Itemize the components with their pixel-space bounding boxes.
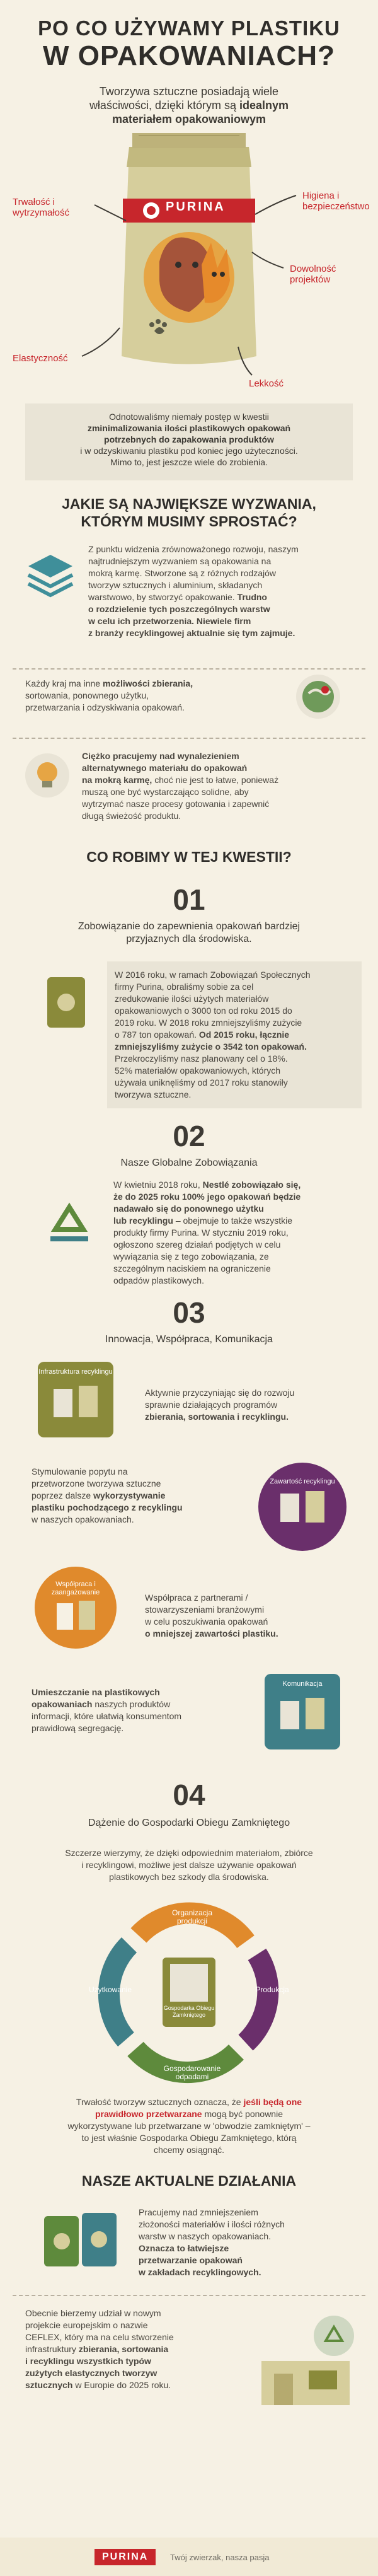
step-1-text: [107, 961, 362, 1108]
step-line: naszych produktów: [94, 1699, 171, 1709]
challenge-line: najtrudniejszym wyzwaniem są opakowania na: [88, 556, 272, 566]
what-we-do-title: CO ROBIMY W TEJ KWESTII?: [86, 849, 292, 865]
footer-brand-logo: PURINA: [94, 2549, 156, 2565]
step-bold: zmniejszyliśmy zużycie o 3542 ton opakowań.: [115, 1041, 307, 1052]
action-line: złożoności materiałów i ilości różnych: [139, 2219, 285, 2229]
challenge-line: przetwarzania i odzyskiwania opakowań.: [25, 702, 185, 712]
step-bold: Umieszczanie na plastikowych: [32, 1687, 160, 1697]
challenge-1-text: [88, 543, 359, 639]
challenge-line: tworzyw sztucznych i aluminium, składanych: [88, 580, 263, 590]
card-recycled-content: [258, 1463, 346, 1551]
action-2-text: [25, 2307, 233, 2391]
step-2-title: Nasze Globalne Zobowiązania: [120, 1157, 258, 1168]
action-line: Pracujemy nad zmniejszeniem: [139, 2207, 258, 2217]
step-line: zredukowanie ilości użytych materiałów: [115, 994, 269, 1004]
lightbulb-icon: [25, 753, 69, 798]
step-line: – obejmuje to także wszystkie: [175, 1215, 293, 1226]
step-line: informacji, które ułatwią konsumentom: [32, 1711, 182, 1721]
action-bold: i recyklingu wszystkich typów: [25, 2356, 151, 2366]
action-bold: sztucznych: [25, 2380, 73, 2390]
footer-tagline: Twój zwierzak, nasza pasja: [170, 2553, 270, 2562]
action-line: infrastruktury: [25, 2344, 76, 2354]
action-line: w Europie do 2025 roku.: [75, 2380, 171, 2390]
challenge-line: wytrzymać nasze procesy gotowania i zapewnić: [82, 799, 270, 809]
challenge-bold: z branży recyklingowej aktualnie się tym zajmuje.: [88, 628, 295, 638]
coop-text: [145, 1592, 353, 1640]
recycling-plant-icon: [249, 2311, 362, 2411]
challenge-bold: w celu ich przetworzenia. Niewiele firm: [88, 616, 251, 626]
infra-text: [145, 1387, 353, 1423]
label-safety: Higiena i bezpieczeństwo: [302, 190, 370, 212]
card-label: Zawartość recyklingu: [270, 1478, 335, 1485]
progress-line: i w odzyskiwaniu plastiku pod koniec jego użyteczności.: [80, 446, 298, 456]
step-line: firmy Purina, obraliśmy sobie za cel: [115, 982, 254, 992]
challenge-line: sortowania, ponownego użytku,: [25, 690, 149, 700]
center-card-label: Gospodarka Obiegu Zamkniętego: [163, 2005, 215, 2018]
step-line: opakowaniowych o 3000 ton od roku 2015 do: [115, 1006, 292, 1016]
step-line: sprawnie działających programów: [145, 1400, 278, 1410]
intro-line: materiałem opakowaniowym: [112, 113, 266, 125]
action-bold: zużytych elastycznych tworzyw: [25, 2368, 158, 2378]
step-line: W 2016 roku, w ramach Zobowiązań Społecznych: [115, 970, 311, 980]
step-line: tworzywa sztuczne.: [115, 1089, 192, 1099]
challenges-title: [0, 495, 378, 530]
step-4-intro: [25, 1847, 353, 1883]
step-bold: opakowaniach: [32, 1699, 93, 1709]
action-bold: Oznacza to łatwiejsze: [139, 2243, 229, 2253]
card-label: Współpraca i zaangażowanie: [51, 1581, 100, 1596]
step-line: i recyklingowi, możliwe jest dalsze używanie opakowań: [81, 1860, 297, 1870]
comm-text: [32, 1686, 239, 1734]
step-line: przetworzone tworzywa sztuczne: [32, 1478, 161, 1488]
card-cooperation: [35, 1567, 117, 1649]
action-bold: w zakładach recyklingowych.: [139, 2267, 261, 2277]
intro-line: właściwości, dzięki którym są: [89, 99, 236, 112]
step-line: o 787 ton opakowań.: [115, 1030, 197, 1040]
cycle-label-right: Produkcja: [255, 1985, 289, 1994]
step-line: odpadów plastikowych.: [113, 1275, 204, 1285]
step-bold: prawidłowo przetwarzane: [94, 2109, 202, 2119]
step-bold: jeśli będą one: [243, 2097, 302, 2107]
progress-bold: zminimalizowania ilości plastikowych opakowań: [87, 423, 291, 433]
step-4-title: Dążenie do Gospodarki Obiegu Zamkniętego: [88, 1818, 290, 1828]
step-line: w naszych opakowaniach.: [32, 1514, 134, 1524]
step-bold: o mniejszej zawartości plastiku.: [145, 1628, 278, 1639]
step-line: Szczerze wierzymy, że dzięki odpowiednim materiałom, zbiórce: [65, 1848, 313, 1858]
action-line: Obecnie bierzemy udział w nowym: [25, 2308, 161, 2318]
step-title-line: Zobowiązanie do zapewnienia opakowań bardziej: [77, 921, 301, 932]
step-bold: że do 2025 roku 100% jego opakowań będzie: [113, 1192, 301, 1202]
step-line: Współpraca z partnerami /: [145, 1593, 248, 1603]
step-2-number: 02: [173, 1120, 205, 1152]
step-line: chcemy osiągnąć.: [153, 2145, 225, 2155]
step-bold: nadawało się do ponownego użytku: [113, 1204, 264, 1214]
challenge-3-text: [82, 750, 359, 822]
step-1-number: 01: [173, 883, 205, 916]
challenges-title-line: JAKIE SĄ NAJWIĘKSZE WYZWANIA,: [62, 496, 316, 512]
step-bold: plastiku pochodzącego z recyklingu: [32, 1502, 183, 1512]
step-title-line: przyjaznych dla środowiska.: [126, 934, 252, 944]
challenge-bold: Trudno: [237, 592, 267, 602]
title-line-2: W OPAKOWANIACH?: [43, 40, 335, 71]
challenge-bold: możliwości: [102, 678, 150, 688]
step-bold: Nestlé zobowiązało się,: [202, 1180, 301, 1190]
intro-bold: idealnym: [239, 99, 289, 112]
page-title: [0, 16, 378, 72]
challenge-bold: zbierania,: [152, 678, 193, 688]
step-3-number: 03: [173, 1296, 205, 1329]
step-line: prawidłową segregację.: [32, 1723, 124, 1733]
step-4-number: 04: [173, 1778, 205, 1811]
label-arrows: [0, 158, 378, 397]
step-line: poprzez dalsze: [32, 1490, 91, 1500]
action-line: warstw w naszych opakowaniach.: [139, 2231, 272, 2241]
packaging-icon: [38, 971, 94, 1034]
label-durability: Trwałość i wytrzymałość: [13, 197, 70, 218]
actions-title: NASZE AKTUALNE DZIAŁANIA: [81, 2173, 297, 2189]
step-line: Przekroczyliśmy nasz planowany cel o 18%.: [115, 1053, 288, 1064]
action-bold: zbierania, sortowania: [78, 2344, 169, 2354]
card-label: Komunikacja: [282, 1680, 323, 1688]
challenge-bold: alternatywnego materiału do opakowań: [82, 763, 248, 773]
label-lightness: Lekkość: [249, 378, 284, 389]
challenge-2-text: [25, 678, 265, 714]
step-line: Aktywnie przyczyniając się do rozwoju: [145, 1388, 295, 1398]
step-line: to jest właśnie Gospodarka Obiegu Zamkniętego, którą: [81, 2133, 297, 2143]
action-line: projekcie europejskim o nazwie: [25, 2320, 148, 2330]
card-communication: [265, 1674, 340, 1749]
step-4-closing: [19, 2096, 359, 2156]
step-line: szczególnym naciskiem na ograniczenie: [113, 1263, 271, 1273]
packages-icon: [38, 2207, 126, 2276]
step-line: Trwałość tworzyw sztucznych oznacza, że: [76, 2097, 241, 2107]
step-line: Stymulowanie popytu na: [32, 1466, 128, 1477]
step-line: 52% materiałów opakowaniowych, których: [115, 1065, 281, 1076]
challenge-bold: na mokrą karmę,: [82, 775, 152, 785]
challenge-line: długą świeżość produktu.: [82, 811, 181, 821]
step-bold: Od 2015 roku, łącznie: [198, 1030, 290, 1040]
layers-icon: [25, 548, 76, 605]
challenge-line: Z punktu widzenia zrównoważonego rozwoju, naszym: [88, 544, 299, 554]
step-line: używała uniknęliśmy od 2017 roku stanowiły: [115, 1077, 288, 1088]
challenge-line: mokrą karmę. Stworzone są z różnych rodzajów: [88, 568, 276, 578]
step-bold: lub recyklingu: [113, 1215, 173, 1226]
step-line: plastikowych bez szkody dla środowiska.: [109, 1872, 269, 1882]
footer: [0, 2538, 378, 2576]
circular-economy-diagram: [88, 1898, 290, 2087]
intro-text: [38, 84, 340, 126]
step-3-title: Innowacja, Współpraca, Komunikacja: [105, 1334, 273, 1345]
challenge-line: muszą one być wystarczająco solidne, aby: [82, 787, 249, 797]
action-1-text: [139, 2207, 353, 2278]
challenge-bold: Ciężko pracujemy nad wynalezieniem: [82, 751, 239, 761]
label-design: Dowolność projektów: [290, 264, 336, 285]
challenges-title-line: KTÓRYM MUSIMY SPROSTAĆ?: [81, 513, 297, 530]
step-line: ogłoszono szereg działań podjętych w celu: [113, 1239, 281, 1250]
step-line: wykorzystywane lub przetwarzane w 'obwodzie zamkniętym' –: [67, 2121, 311, 2131]
cycle-label-top: Organizacja produkcji: [171, 1908, 213, 1925]
step-line: produkty firmy Purina. W styczniu 2019 roku,: [113, 1227, 289, 1238]
label-elasticity: Elastyczność: [13, 353, 68, 364]
intro-line: Tworzywa sztuczne posiadają wiele: [99, 85, 279, 98]
step-bold: wykorzystywanie: [93, 1490, 166, 1500]
challenge-line: choć nie jest to łatwe, ponieważ: [154, 775, 279, 785]
divider: [13, 2295, 365, 2296]
step-line: stowarzyszeniami branżowymi: [145, 1604, 265, 1615]
challenge-line: Każdy kraj ma inne: [25, 678, 101, 688]
action-line: CEFLEX, który ma na celu stworzenie: [25, 2332, 174, 2342]
divider: [13, 668, 365, 670]
card-label: Infrastruktura recyklingu: [38, 1368, 113, 1376]
step-bold: zbierania, sortowania i recyklingu.: [145, 1412, 289, 1422]
cycle-label-left: Użytkowanie: [88, 1985, 132, 1994]
progress-line: Mimo to, jest jeszcze wiele do zrobienia.: [110, 457, 268, 467]
cycle-label-bottom: Gospodarowanie odpadami: [163, 2064, 221, 2081]
step-line: W kwietniu 2018 roku,: [113, 1180, 200, 1190]
challenge-line: warstwowo, by stworzyć opakowanie.: [88, 592, 235, 602]
card-infrastructure: [38, 1362, 113, 1437]
progress-line: Odnotowaliśmy niemały postęp w kwestii: [109, 412, 269, 422]
step-line: w celu poszukiwania opakowań: [145, 1616, 268, 1627]
content-text: [32, 1466, 239, 1526]
progress-box: [25, 403, 353, 480]
progress-bold: potrzebnych do zapakowania produktów: [104, 434, 274, 444]
globe-icon: [296, 675, 340, 719]
title-line-1: PO CO UŻYWAMY PLASTIKU: [38, 16, 340, 40]
action-bold: przetwarzanie opakowań: [139, 2255, 243, 2265]
divider: [13, 738, 365, 739]
step-2-text: [113, 1179, 359, 1287]
bag-brand-logo: PURINA: [166, 200, 226, 214]
challenge-bold: o rozdzielenie tych poszczególnych warstw: [88, 604, 270, 614]
step-1-title: [0, 920, 378, 946]
step-line: 2019 roku. W 2018 roku zmniejszyliśmy zużycie: [115, 1018, 302, 1028]
step-line: mogą być ponownie: [204, 2109, 283, 2119]
recycle-icon: [38, 1198, 101, 1261]
step-line: wywiązania się z tego zobowiązania, ze: [113, 1251, 269, 1262]
